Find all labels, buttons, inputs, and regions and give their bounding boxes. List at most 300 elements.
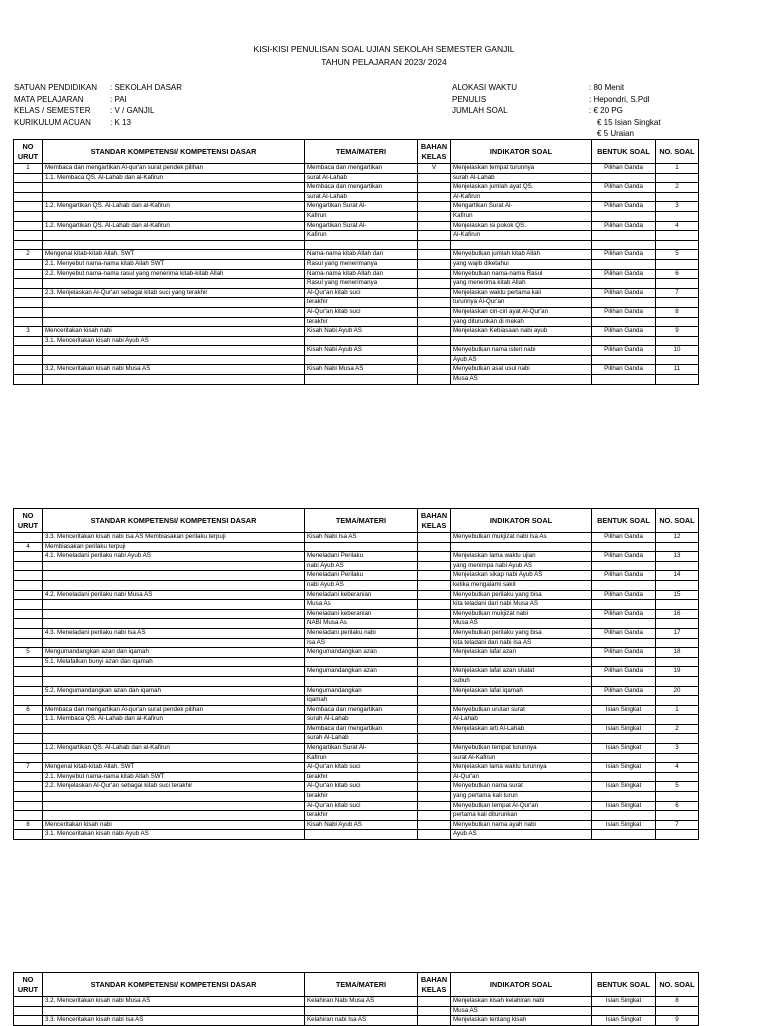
no-soal-cell bbox=[656, 619, 699, 629]
tema-cell: Kisah Nabi Ayub AS bbox=[305, 346, 418, 356]
table-row bbox=[14, 533, 699, 543]
tema-cell bbox=[305, 657, 418, 667]
no-urut-cell bbox=[14, 628, 43, 638]
no-urut-cell bbox=[14, 533, 43, 543]
table-row bbox=[14, 269, 699, 279]
header-bahan-kelas: BAHAN KELAS bbox=[418, 973, 451, 997]
indikator-cell: Menyebutkan perilaku yang bisa bbox=[451, 628, 592, 638]
table-row bbox=[14, 355, 699, 365]
kompetensi-cell: Membaca dan mengartikan Al-qur'an surat pendek pilihan bbox=[43, 705, 305, 715]
no-soal-cell bbox=[656, 231, 699, 241]
kompetensi-cell: 4.1. Meneladani perilaku nabi Ayub AS bbox=[43, 552, 305, 562]
indikator-cell: ketika mengalami sakit bbox=[451, 580, 592, 590]
indikator-cell: Menyebutkan nama surat bbox=[451, 782, 592, 792]
no-soal-cell: 15 bbox=[656, 590, 699, 600]
no-urut-cell bbox=[14, 365, 43, 375]
bahan-kelas-cell: V bbox=[418, 164, 451, 174]
no-soal-cell bbox=[656, 355, 699, 365]
kompetensi-cell bbox=[43, 375, 305, 385]
table-row bbox=[14, 676, 699, 686]
no-urut-cell bbox=[14, 792, 43, 802]
tema-cell: Membaca dan mengartikan bbox=[305, 164, 418, 174]
bahan-kelas-cell bbox=[418, 317, 451, 327]
bentuk-soal-cell bbox=[592, 211, 656, 221]
table-row bbox=[14, 628, 699, 638]
no-soal-cell: 5 bbox=[656, 782, 699, 792]
bentuk-soal-cell: Pilihan Ganda bbox=[592, 221, 656, 231]
no-soal-cell: 20 bbox=[656, 686, 699, 696]
no-soal-cell bbox=[656, 336, 699, 346]
table-row bbox=[14, 571, 699, 581]
meta-value: : PAI bbox=[110, 94, 127, 104]
bentuk-soal-cell bbox=[592, 811, 656, 821]
document-title: KISI-KISI PENULISAN SOAL UJIAN SEKOLAH SEMESTER GANJIL bbox=[253, 44, 515, 54]
meta-row bbox=[14, 117, 182, 129]
bahan-kelas-cell bbox=[418, 542, 451, 552]
kompetensi-cell: 1.1. Membaca QS. Al-Lahab dan al-Kafirun bbox=[43, 173, 305, 183]
kompetensi-cell: 1.2. Mengartikan QS. Al-Lahab dan al-Kafirun bbox=[43, 221, 305, 231]
kompetensi-cell bbox=[43, 183, 305, 193]
table-row bbox=[14, 365, 699, 375]
meta-row bbox=[14, 82, 182, 94]
no-soal-cell bbox=[656, 734, 699, 744]
no-urut-cell bbox=[14, 375, 43, 385]
no-soal-cell bbox=[656, 561, 699, 571]
bahan-kelas-cell bbox=[418, 571, 451, 581]
no-urut-cell: 7 bbox=[14, 763, 43, 773]
meta-value: : € 20 PG bbox=[589, 106, 623, 115]
kompetensi-cell bbox=[43, 561, 305, 571]
bentuk-soal-cell: Pilihan Ganda bbox=[592, 307, 656, 317]
bahan-kelas-cell bbox=[418, 792, 451, 802]
bahan-kelas-cell bbox=[418, 724, 451, 734]
bahan-kelas-cell bbox=[418, 811, 451, 821]
no-urut-cell bbox=[14, 336, 43, 346]
bahan-kelas-cell bbox=[418, 202, 451, 212]
no-urut-cell bbox=[14, 667, 43, 677]
kompetensi-cell bbox=[43, 667, 305, 677]
indikator-cell: kita teladani dari nabi Isa AS bbox=[451, 638, 592, 648]
kompetensi-cell: 2.3. Menjelaskan Al-Qur'an sebagai kitab suci yang terakhir bbox=[43, 288, 305, 298]
no-urut-cell bbox=[14, 686, 43, 696]
kompetensi-cell: 5.2. Mengumandangkan azan dan iqamah bbox=[43, 686, 305, 696]
bentuk-soal-cell: Pilihan Ganda bbox=[592, 686, 656, 696]
indikator-cell: Menjelaskan kisah kelahiran nabi bbox=[451, 997, 592, 1007]
tema-cell: Meneladani perilaku nabi bbox=[305, 628, 418, 638]
table-row bbox=[14, 830, 699, 840]
tema-cell: Mengumandangkan azan bbox=[305, 648, 418, 658]
tema-cell: surah Al-Lahab bbox=[305, 715, 418, 725]
bentuk-soal-cell bbox=[592, 317, 656, 327]
indikator-cell: Menjelaskan tentang kisah bbox=[451, 1016, 592, 1026]
bentuk-soal-cell: Pilihan Ganda bbox=[592, 269, 656, 279]
indikator-cell: Musa AS bbox=[451, 375, 592, 385]
no-urut-cell bbox=[14, 231, 43, 241]
table-row bbox=[14, 753, 699, 763]
meta-value: € 5 Uraian bbox=[597, 129, 634, 138]
no-soal-cell bbox=[656, 772, 699, 782]
bentuk-soal-cell: Pilihan Ganda bbox=[592, 202, 656, 212]
kompetensi-cell: 2.1. Menyebut nama-nama kitab Allah SWT bbox=[43, 259, 305, 269]
no-soal-cell: 1 bbox=[656, 705, 699, 715]
bahan-kelas-cell bbox=[418, 648, 451, 658]
bahan-kelas-cell bbox=[418, 221, 451, 231]
no-soal-cell bbox=[656, 580, 699, 590]
no-soal-cell bbox=[656, 1006, 699, 1016]
no-urut-cell: 6 bbox=[14, 705, 43, 715]
header-tema-materi: TEMA/MATERI bbox=[305, 973, 418, 997]
tema-cell: Membaca dan mengartikan bbox=[305, 183, 418, 193]
no-urut-cell bbox=[14, 298, 43, 308]
header-bentuk-soal: BENTUK SOAL bbox=[592, 140, 656, 164]
bahan-kelas-cell bbox=[418, 763, 451, 773]
no-urut-cell bbox=[14, 590, 43, 600]
bentuk-soal-cell: Pilihan Ganda bbox=[592, 250, 656, 260]
kompetensi-cell: 1.2. Mengartikan QS. Al-Lahab dan al-Kafirun bbox=[43, 202, 305, 212]
bentuk-soal-cell: Pilihan Ganda bbox=[592, 183, 656, 193]
no-soal-cell: 14 bbox=[656, 571, 699, 581]
header-no-urut: NO URUT bbox=[14, 973, 43, 997]
no-urut-cell bbox=[14, 782, 43, 792]
indikator-cell: Menyebutkan mukjizat nabi bbox=[451, 609, 592, 619]
bentuk-soal-cell: Isian Singkat bbox=[592, 744, 656, 754]
bahan-kelas-cell bbox=[418, 211, 451, 221]
bahan-kelas-cell bbox=[418, 667, 451, 677]
tema-cell: surat Al-Lahab bbox=[305, 192, 418, 202]
indikator-cell bbox=[451, 542, 592, 552]
kompetensi-cell bbox=[43, 307, 305, 317]
table-row bbox=[14, 211, 699, 221]
bentuk-soal-cell: Pilihan Ganda bbox=[592, 288, 656, 298]
tema-cell: terakhir bbox=[305, 792, 418, 802]
tema-cell: Al-Qur'an kitab suci bbox=[305, 307, 418, 317]
kompetensi-cell: 2.2. Menjelaskan Al-Qur'an sebagai kitab suci terakhir bbox=[43, 782, 305, 792]
indikator-cell: Menjelaskan ciri-ciri ayat Al-Qur'an bbox=[451, 307, 592, 317]
no-urut-cell bbox=[14, 580, 43, 590]
no-soal-cell: 6 bbox=[656, 801, 699, 811]
bentuk-soal-cell bbox=[592, 231, 656, 241]
bentuk-soal-cell: Pilihan Ganda bbox=[592, 552, 656, 562]
bahan-kelas-cell bbox=[418, 657, 451, 667]
no-soal-cell: 3 bbox=[656, 202, 699, 212]
no-urut-cell: 1 bbox=[14, 164, 43, 174]
tema-cell bbox=[305, 676, 418, 686]
meta-label: PENULIS bbox=[452, 94, 487, 104]
bentuk-soal-cell bbox=[592, 600, 656, 610]
table-row bbox=[14, 231, 699, 241]
no-soal-cell: 19 bbox=[656, 667, 699, 677]
no-soal-cell: 1 bbox=[656, 164, 699, 174]
tema-cell: Nama-nama kitab Allah dan bbox=[305, 250, 418, 260]
indikator-cell: Menjelaskan lafal azan bbox=[451, 648, 592, 658]
table-row bbox=[14, 638, 699, 648]
tema-cell: Mengartikan Surat Al- bbox=[305, 202, 418, 212]
bentuk-soal-cell bbox=[592, 192, 656, 202]
tema-cell bbox=[305, 240, 418, 250]
indikator-cell: Menyebutkan nama ayah nabi bbox=[451, 820, 592, 830]
bahan-kelas-cell bbox=[418, 772, 451, 782]
no-urut-cell bbox=[14, 259, 43, 269]
no-urut-cell bbox=[14, 317, 43, 327]
bentuk-soal-cell bbox=[592, 772, 656, 782]
kompetensi-cell bbox=[43, 696, 305, 706]
bahan-kelas-cell bbox=[418, 561, 451, 571]
table-row bbox=[14, 307, 699, 317]
tema-cell: Al-Qur'an kitab suci bbox=[305, 763, 418, 773]
table-row bbox=[14, 772, 699, 782]
no-soal-cell: 2 bbox=[656, 183, 699, 193]
table-row bbox=[14, 801, 699, 811]
indikator-cell: Menjelaskan lama waktu turunnya bbox=[451, 763, 592, 773]
no-urut-cell bbox=[14, 571, 43, 581]
no-soal-cell: 7 bbox=[656, 288, 699, 298]
bahan-kelas-cell bbox=[418, 628, 451, 638]
kompetensi-cell: 3.3. Menceritakan kisah nabi Isa AS bbox=[43, 1016, 305, 1026]
meta-row bbox=[14, 94, 182, 106]
table-row bbox=[14, 327, 699, 337]
indikator-cell: Menjelaskan jumlah ayat QS. bbox=[451, 183, 592, 193]
header-bahan-kelas: BAHAN KELAS bbox=[418, 509, 451, 533]
kompetensi-cell: 3.2. Menceritakan kisah nabi Musa AS bbox=[43, 997, 305, 1007]
indikator-cell: Menjelaskan lafal iqamah bbox=[451, 686, 592, 696]
header-no-soal: NO. SOAL bbox=[656, 973, 699, 997]
bahan-kelas-cell bbox=[418, 346, 451, 356]
kompetensi-cell: Membiasakan perilaku terpuji bbox=[43, 542, 305, 552]
no-urut-cell bbox=[14, 753, 43, 763]
table-row bbox=[14, 279, 699, 289]
tema-cell: Rasul yang menerimanya bbox=[305, 279, 418, 289]
bahan-kelas-cell bbox=[418, 696, 451, 706]
meta-row bbox=[452, 94, 661, 106]
bentuk-soal-cell bbox=[592, 240, 656, 250]
meta-value: € 15 Isian Singkat bbox=[597, 117, 661, 127]
kompetensi-cell bbox=[43, 211, 305, 221]
indikator-cell: Menjelaskan Kebiasaan nabi ayub bbox=[451, 327, 592, 337]
bentuk-soal-cell bbox=[592, 830, 656, 840]
bahan-kelas-cell bbox=[418, 183, 451, 193]
indikator-cell: Kafirun bbox=[451, 211, 592, 221]
tema-cell: Kisah Nabi Ayub AS bbox=[305, 327, 418, 337]
bentuk-soal-cell bbox=[592, 279, 656, 289]
no-soal-cell bbox=[656, 240, 699, 250]
bentuk-soal-cell: Isian Singkat bbox=[592, 820, 656, 830]
bahan-kelas-cell bbox=[418, 997, 451, 1007]
tema-cell: Mengartikan Surat Al- bbox=[305, 744, 418, 754]
indikator-cell: Menyebutkan urutan surat bbox=[451, 705, 592, 715]
no-urut-cell bbox=[14, 657, 43, 667]
no-soal-cell bbox=[656, 753, 699, 763]
indikator-cell: Menjelaskan isi pokok QS. bbox=[451, 221, 592, 231]
bahan-kelas-cell bbox=[418, 552, 451, 562]
kompetensi-cell bbox=[43, 231, 305, 241]
header-no-soal: NO. SOAL bbox=[656, 509, 699, 533]
table-row bbox=[14, 240, 699, 250]
no-urut-cell: 8 bbox=[14, 820, 43, 830]
kompetensi-cell bbox=[43, 298, 305, 308]
kompetensi-cell: 1.1. Membaca QS. Al-Lahab dan al-Kafirun bbox=[43, 715, 305, 725]
bentuk-soal-cell: Pilihan Ganda bbox=[592, 164, 656, 174]
indikator-cell: Menyebutkan nama isteri nabi bbox=[451, 346, 592, 356]
kompetensi-cell bbox=[43, 638, 305, 648]
bahan-kelas-cell bbox=[418, 619, 451, 629]
bentuk-soal-cell bbox=[592, 696, 656, 706]
kompetensi-cell: Mengumandangkan azan dan iqamah bbox=[43, 648, 305, 658]
no-soal-cell bbox=[656, 600, 699, 610]
bentuk-soal-cell bbox=[592, 375, 656, 385]
indikator-cell: Mengartikan Surat Al- bbox=[451, 202, 592, 212]
no-urut-cell bbox=[14, 724, 43, 734]
meta-label: KELAS / SEMESTER bbox=[14, 106, 91, 115]
table-row bbox=[14, 997, 699, 1007]
bahan-kelas-cell bbox=[418, 801, 451, 811]
no-soal-cell: 11 bbox=[656, 365, 699, 375]
tema-cell: Kelahiran nabi Isa AS bbox=[305, 1016, 418, 1026]
tema-cell: Nama-nama kitab Allah dan bbox=[305, 269, 418, 279]
table-row bbox=[14, 298, 699, 308]
bentuk-soal-cell bbox=[592, 676, 656, 686]
kompetensi-cell bbox=[43, 753, 305, 763]
tema-cell: Meneladani Perilaku bbox=[305, 571, 418, 581]
no-urut-cell bbox=[14, 676, 43, 686]
tema-cell: surat Al-Lahab bbox=[305, 173, 418, 183]
indikator-cell bbox=[451, 240, 592, 250]
indikator-cell: Menyebutkan tempat Al-Qur'an bbox=[451, 801, 592, 811]
no-soal-cell bbox=[656, 676, 699, 686]
bentuk-soal-cell bbox=[592, 298, 656, 308]
tema-cell: Kisah Nabi Isa AS bbox=[305, 533, 418, 543]
tema-cell: Mengartikan Surat Al- bbox=[305, 221, 418, 231]
meta-row bbox=[452, 105, 661, 117]
table-row bbox=[14, 288, 699, 298]
no-urut-cell bbox=[14, 772, 43, 782]
table-row bbox=[14, 183, 699, 193]
kompetensi-cell: Menceritakan kisah nabi bbox=[43, 327, 305, 337]
no-urut-cell bbox=[14, 240, 43, 250]
indikator-cell: Al-Kafirun bbox=[451, 192, 592, 202]
no-urut-cell bbox=[14, 192, 43, 202]
kompetensi-cell bbox=[43, 192, 305, 202]
bentuk-soal-cell: Pilihan Ganda bbox=[592, 609, 656, 619]
kompetensi-cell: 2.1. Menyebut nama-nama kitab Allah SWT bbox=[43, 772, 305, 782]
table-row bbox=[14, 724, 699, 734]
indikator-cell: Al-Qur'an bbox=[451, 772, 592, 782]
table-row bbox=[14, 619, 699, 629]
indikator-cell: Menyebutkan tempat turunnya bbox=[451, 744, 592, 754]
tema-cell: terakhir bbox=[305, 298, 418, 308]
meta-row bbox=[14, 105, 182, 117]
header-standar-kompetensi: STANDAR KOMPETENSI/ KOMPETENSI DASAR bbox=[43, 140, 305, 164]
indikator-cell: Menjelaskan waktu pertama kali bbox=[451, 288, 592, 298]
no-urut-cell bbox=[14, 355, 43, 365]
meta-value: : 80 Menit bbox=[589, 83, 625, 92]
bentuk-soal-cell: Pilihan Ganda bbox=[592, 533, 656, 543]
no-urut-cell bbox=[14, 279, 43, 289]
no-urut-cell bbox=[14, 346, 43, 356]
tema-cell: NABI Musa As bbox=[305, 619, 418, 629]
meta-label: KURIKULUM ACUAN bbox=[14, 117, 91, 127]
bentuk-soal-cell bbox=[592, 753, 656, 763]
indikator-cell bbox=[451, 336, 592, 346]
bentuk-soal-cell bbox=[592, 638, 656, 648]
kompetensi-cell: 3.3. Menceritakan kisah nabi Isa AS Membiasakan perilaku terpuji bbox=[43, 533, 305, 543]
table-row bbox=[14, 561, 699, 571]
bahan-kelas-cell bbox=[418, 365, 451, 375]
bentuk-soal-cell: Isian Singkat bbox=[592, 705, 656, 715]
meta-row bbox=[452, 82, 661, 94]
no-soal-cell: 17 bbox=[656, 628, 699, 638]
kompetensi-cell: 5.1. Melafalkan bunyi azan dan iqamah bbox=[43, 657, 305, 667]
table-row bbox=[14, 609, 699, 619]
table-row bbox=[14, 782, 699, 792]
table-row bbox=[14, 734, 699, 744]
no-soal-cell bbox=[656, 696, 699, 706]
tema-cell: Membaca dan mengartikan bbox=[305, 705, 418, 715]
bahan-kelas-cell bbox=[418, 533, 451, 543]
tema-cell: nabi Ayub AS bbox=[305, 580, 418, 590]
tema-cell: Kelahiran Nabi Musa AS bbox=[305, 997, 418, 1007]
no-soal-cell bbox=[656, 715, 699, 725]
kompetensi-cell: 1.2. Mengartikan QS. Al-Lahab dan al-Kafirun bbox=[43, 744, 305, 754]
no-urut-cell: 2 bbox=[14, 250, 43, 260]
header-no-urut: NO URUT bbox=[14, 140, 43, 164]
bahan-kelas-cell bbox=[418, 327, 451, 337]
kompetensi-cell bbox=[43, 580, 305, 590]
tema-cell: surah Al-Lahab bbox=[305, 734, 418, 744]
bentuk-soal-cell: Isian Singkat bbox=[592, 724, 656, 734]
indikator-cell bbox=[451, 734, 592, 744]
kompetensi-cell: 2.2. Menyebut nama-nama rasul yang menerima kitab-kitab Allah bbox=[43, 269, 305, 279]
bahan-kelas-cell bbox=[418, 580, 451, 590]
bahan-kelas-cell bbox=[418, 240, 451, 250]
bentuk-soal-cell bbox=[592, 1006, 656, 1016]
bentuk-soal-cell: Pilihan Ganda bbox=[592, 667, 656, 677]
indikator-cell: surah Al-Lahab bbox=[451, 173, 592, 183]
indikator-cell: subuh bbox=[451, 676, 592, 686]
kompetensi-cell bbox=[43, 346, 305, 356]
bentuk-soal-cell bbox=[592, 336, 656, 346]
indikator-cell: Menjelaskan tempat turunnya bbox=[451, 164, 592, 174]
bahan-kelas-cell bbox=[418, 590, 451, 600]
table-row bbox=[14, 648, 699, 658]
no-urut-cell bbox=[14, 744, 43, 754]
no-urut-cell bbox=[14, 638, 43, 648]
table-row bbox=[14, 686, 699, 696]
bahan-kelas-cell bbox=[418, 336, 451, 346]
meta-right bbox=[452, 82, 661, 140]
tema-cell: Membaca dan mengartikan bbox=[305, 724, 418, 734]
no-urut-cell: 4 bbox=[14, 542, 43, 552]
bahan-kelas-cell bbox=[418, 638, 451, 648]
indikator-cell: Menyebutkan perilaku yang bisa bbox=[451, 590, 592, 600]
bentuk-soal-cell bbox=[592, 259, 656, 269]
no-urut-cell bbox=[14, 801, 43, 811]
table-row bbox=[14, 192, 699, 202]
meta-value: : Hepondri, S.Pdl bbox=[589, 94, 650, 104]
no-soal-cell bbox=[656, 259, 699, 269]
no-soal-cell: 4 bbox=[656, 763, 699, 773]
table-row bbox=[14, 744, 699, 754]
header-bentuk-soal: BENTUK SOAL bbox=[592, 973, 656, 997]
indikator-cell: Menyebutkan nama-nama Rasul bbox=[451, 269, 592, 279]
no-urut-cell bbox=[14, 715, 43, 725]
bahan-kelas-cell bbox=[418, 705, 451, 715]
table-row bbox=[14, 317, 699, 327]
bentuk-soal-cell bbox=[592, 173, 656, 183]
bentuk-soal-cell bbox=[592, 542, 656, 552]
no-urut-cell bbox=[14, 696, 43, 706]
kompetensi-cell: 3.1. Menceritakan kisah nabi Ayub AS bbox=[43, 336, 305, 346]
header-standar-kompetensi: STANDAR KOMPETENSI/ KOMPETENSI DASAR bbox=[43, 973, 305, 997]
